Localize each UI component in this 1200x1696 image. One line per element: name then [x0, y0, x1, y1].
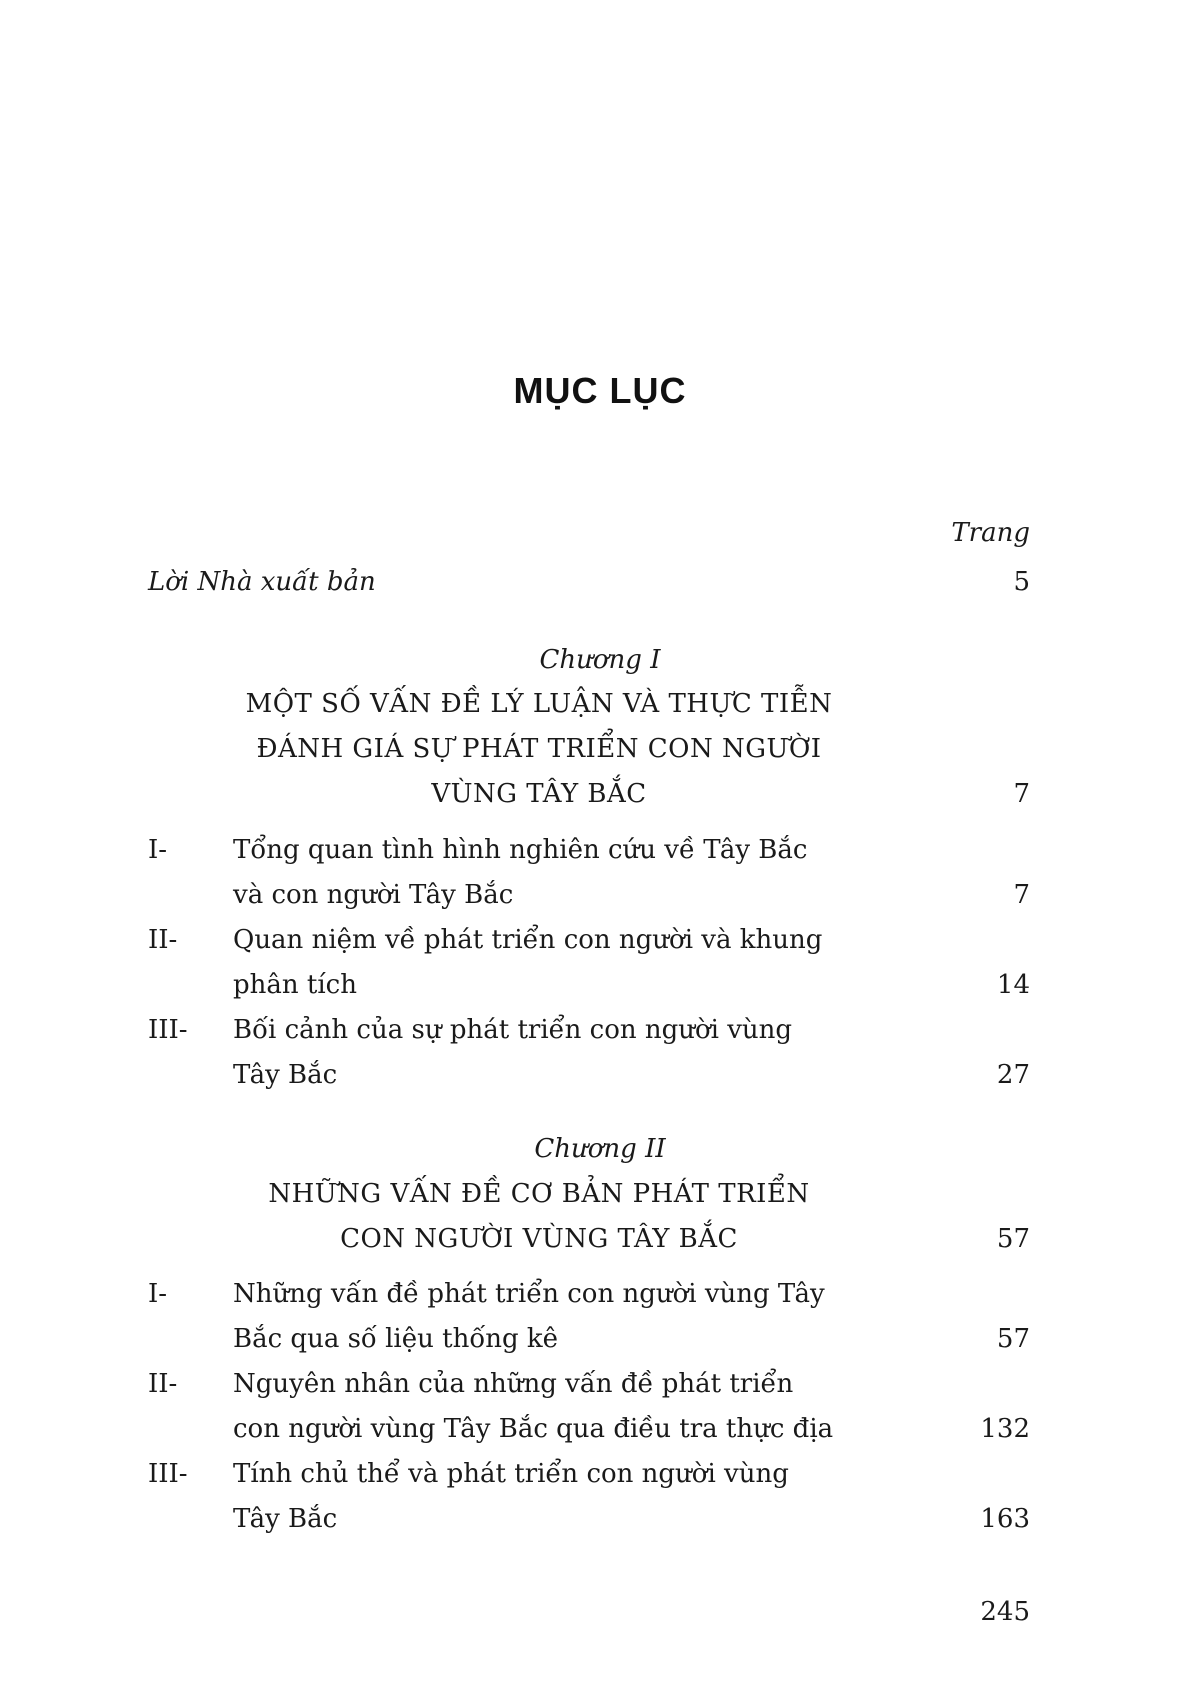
chapter-title-line: NHỮNG VẤN ĐỀ CƠ BẢN PHÁT TRIỂN — [268, 1179, 810, 1209]
intro-entry-page: 5 — [1013, 567, 1030, 597]
section-title — [233, 1008, 858, 1098]
intro-entry-label: Lời Nhà xuất bản — [148, 567, 376, 597]
section-title — [233, 918, 858, 1008]
chapter-title-line: VÙNG TÂY BẮC — [431, 779, 647, 809]
section-title-line: Nguyên nhân của những vấn đề phát triển — [233, 1369, 794, 1399]
chapter-label: Chương I — [539, 645, 661, 675]
section-title-line: Tây Bắc — [233, 1504, 338, 1534]
page-number: 245 — [980, 1597, 1030, 1627]
section-title — [233, 1452, 858, 1542]
section-number: II- — [148, 925, 178, 955]
chapter-title-line: MỘT SỐ VẤN ĐỀ LÝ LUẬN VÀ THỰC TIỄN — [245, 689, 833, 719]
section-title-line: Tính chủ thể và phát triển con người vùng — [233, 1459, 789, 1489]
page-title: MỤC LỤC — [513, 370, 687, 411]
section-number: III- — [148, 1459, 188, 1489]
section-title-line: Những vấn đề phát triển con người vùng Tây — [233, 1279, 825, 1309]
section-title-line: con người vùng Tây Bắc qua điều tra thực địa — [233, 1414, 834, 1444]
page-column-label: Trang — [951, 518, 1030, 548]
section-title-line: và con người Tây Bắc — [233, 880, 514, 910]
section-title-line: Tổng quan tình hình nghiên cứu về Tây Bắc — [233, 835, 808, 865]
section-page: 7 — [1013, 880, 1030, 910]
section-title — [233, 1362, 858, 1452]
section-page: 132 — [980, 1414, 1030, 1444]
section-title — [233, 828, 858, 918]
chapter-title-line: CON NGƯỜI VÙNG TÂY BẮC — [340, 1224, 738, 1254]
section-title-line: Bối cảnh của sự phát triển con người vùng — [233, 1015, 793, 1045]
section-title-line: Quan niệm về phát triển con người và khung — [233, 925, 823, 955]
section-number: I- — [148, 1279, 168, 1309]
chapter-page: 57 — [996, 1224, 1030, 1254]
chapter-page: 7 — [1013, 779, 1030, 809]
section-page: 14 — [996, 970, 1030, 1000]
chapter-title-line: ĐÁNH GIÁ SỰ PHÁT TRIỂN CON NGƯỜI — [256, 734, 822, 764]
section-title-line: phân tích — [233, 970, 357, 1000]
chapter-label: Chương II — [534, 1134, 666, 1164]
section-number: III- — [148, 1015, 188, 1045]
section-page: 163 — [980, 1504, 1030, 1534]
chapter-title — [148, 1172, 930, 1262]
section-title-line: Tây Bắc — [233, 1060, 338, 1090]
section-title-line: Bắc qua số liệu thống kê — [233, 1324, 559, 1354]
section-title — [233, 1272, 858, 1362]
chapter-title — [148, 682, 930, 817]
section-page: 27 — [996, 1060, 1030, 1090]
section-page: 57 — [996, 1324, 1030, 1354]
section-number: II- — [148, 1369, 178, 1399]
section-number: I- — [148, 835, 168, 865]
